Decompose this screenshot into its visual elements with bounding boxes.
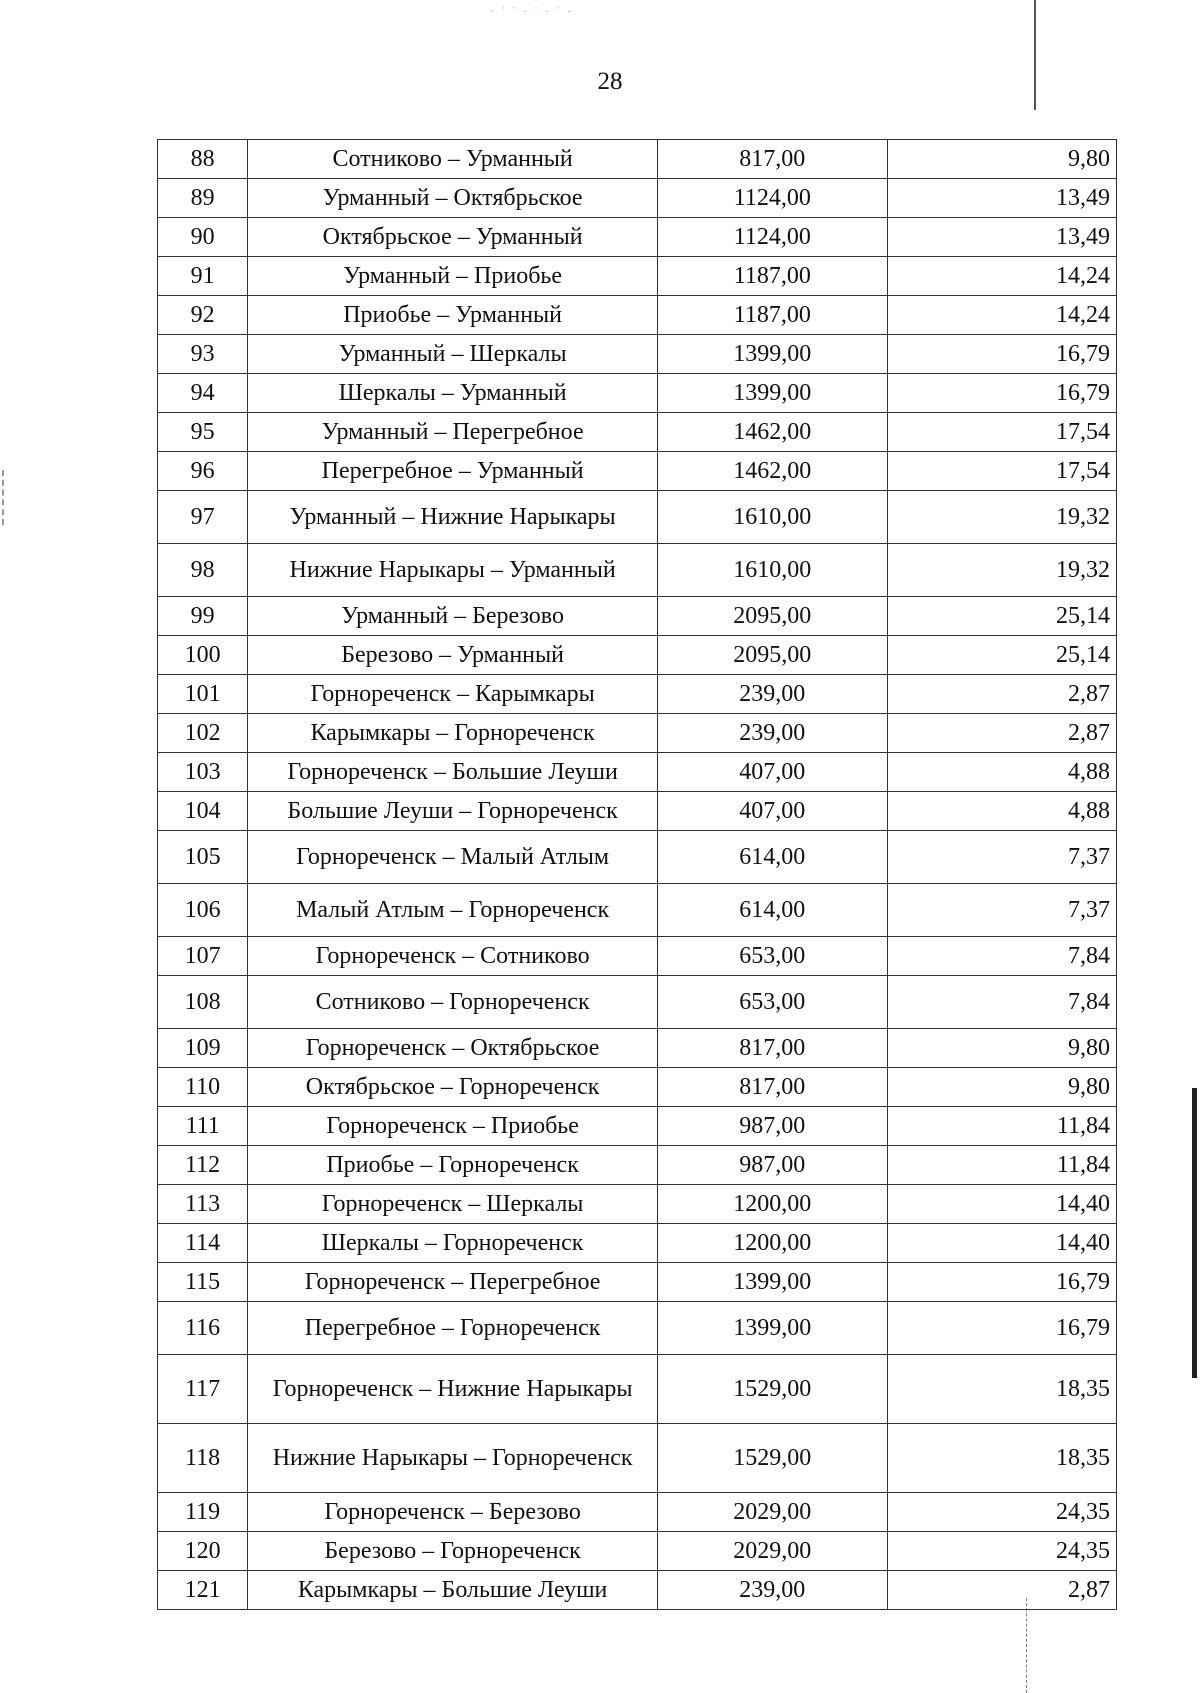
tariff-cell: 1610,00 [658,491,887,544]
rate-cell: 7,37 [887,884,1117,937]
row-number-cell: 115 [158,1263,248,1302]
tariff-cell: 653,00 [658,937,887,976]
route-cell: Карымкары – Большие Леуши [248,1571,658,1610]
scan-edge-mark-left [2,470,8,525]
rate-cell: 14,40 [887,1185,1117,1224]
route-cell: Урманный – Шеркалы [248,335,658,374]
row-number-cell: 113 [158,1185,248,1224]
rate-cell: 2,87 [887,675,1117,714]
rate-cell: 13,49 [887,218,1117,257]
row-number-cell: 104 [158,792,248,831]
table-row [158,1571,1117,1610]
route-cell: Урманный – Нижние Нарыкары [248,491,658,544]
route-cell: Горнореченск – Березово [248,1493,658,1532]
page-number: 28 [597,68,623,95]
rate-cell: 24,35 [887,1493,1117,1532]
tariff-cell: 239,00 [658,675,887,714]
rate-cell: 4,88 [887,792,1117,831]
row-number-cell: 91 [158,257,248,296]
row-number-cell: 119 [158,1493,248,1532]
table-row [158,1424,1117,1493]
tariff-cell: 817,00 [658,140,887,179]
tariff-cell: 239,00 [658,714,887,753]
table-row [158,374,1117,413]
table-row [158,1302,1117,1355]
table-row [158,714,1117,753]
rate-cell: 7,84 [887,937,1117,976]
table-row [158,1263,1117,1302]
tariff-cell: 1399,00 [658,1263,887,1302]
table-row [158,335,1117,374]
tariff-cell: 1124,00 [658,179,887,218]
route-cell: Урманный – Октябрьское [248,179,658,218]
row-number-cell: 92 [158,296,248,335]
route-cell: Шеркалы – Горнореченск [248,1224,658,1263]
tariff-cell: 1399,00 [658,335,887,374]
row-number-cell: 107 [158,937,248,976]
tariff-cell: 2095,00 [658,636,887,675]
route-cell: Нижние Нарыкары – Урманный [248,544,658,597]
row-number-cell: 89 [158,179,248,218]
table-row [158,257,1117,296]
row-number-cell: 109 [158,1029,248,1068]
rate-cell: 2,87 [887,714,1117,753]
rate-cell: 9,80 [887,1029,1117,1068]
rate-cell: 25,14 [887,636,1117,675]
tariff-cell: 1529,00 [658,1355,887,1424]
route-cell: Нижние Нарыкары – Горнореченск [248,1424,658,1493]
table-row [158,675,1117,714]
row-number-cell: 108 [158,976,248,1029]
rate-cell: 2,87 [887,1571,1117,1610]
rate-cell: 18,35 [887,1424,1117,1493]
rate-cell: 14,24 [887,296,1117,335]
row-number-cell: 120 [158,1532,248,1571]
row-number-cell: 105 [158,831,248,884]
route-cell: Приобье – Урманный [248,296,658,335]
table-row [158,452,1117,491]
tariff-cell: 1610,00 [658,544,887,597]
tariff-table [157,139,1117,1610]
row-number-cell: 100 [158,636,248,675]
route-cell: Березово – Урманный [248,636,658,675]
tariff-cell: 614,00 [658,831,887,884]
tariff-cell: 1187,00 [658,257,887,296]
tariff-cell: 407,00 [658,753,887,792]
tariff-cell: 614,00 [658,884,887,937]
rate-cell: 17,54 [887,452,1117,491]
route-cell: Горнореченск – Октябрьское [248,1029,658,1068]
table-row [158,1185,1117,1224]
row-number-cell: 97 [158,491,248,544]
table-row [158,1068,1117,1107]
route-cell: Березово – Горнореченск [248,1532,658,1571]
tariff-cell: 2029,00 [658,1493,887,1532]
rate-cell: 16,79 [887,1263,1117,1302]
table-row [158,140,1117,179]
rate-cell: 13,49 [887,179,1117,218]
rate-cell: 16,79 [887,1302,1117,1355]
tariff-cell: 1200,00 [658,1224,887,1263]
row-number-cell: 88 [158,140,248,179]
tariff-cell: 1200,00 [658,1185,887,1224]
route-cell: Горнореченск – Приобье [248,1107,658,1146]
row-number-cell: 116 [158,1302,248,1355]
tariff-cell: 1399,00 [658,374,887,413]
rate-cell: 7,84 [887,976,1117,1029]
route-cell: Урманный – Приобье [248,257,658,296]
route-cell: Горнореченск – Шеркалы [248,1185,658,1224]
rate-cell: 14,24 [887,257,1117,296]
table-row [158,636,1117,675]
table-row [158,1493,1117,1532]
table-row [158,1355,1117,1424]
rate-cell: 7,37 [887,831,1117,884]
route-cell: Приобье – Горнореченск [248,1146,658,1185]
scan-edge-line-bottom [1026,1598,1028,1693]
rate-cell: 11,84 [887,1107,1117,1146]
row-number-cell: 114 [158,1224,248,1263]
row-number-cell: 111 [158,1107,248,1146]
table-row [158,831,1117,884]
route-cell: Горнореченск – Сотниково [248,937,658,976]
route-cell: Шеркалы – Урманный [248,374,658,413]
route-cell: Урманный – Перегребное [248,413,658,452]
rate-cell: 14,40 [887,1224,1117,1263]
table-row [158,413,1117,452]
tariff-cell: 987,00 [658,1107,887,1146]
table-row [158,544,1117,597]
rate-cell: 24,35 [887,1532,1117,1571]
tariff-cell: 1187,00 [658,296,887,335]
row-number-cell: 117 [158,1355,248,1424]
row-number-cell: 103 [158,753,248,792]
rate-cell: 25,14 [887,597,1117,636]
scan-noise: · ˙ ˙ · ˙ · ˙ · [490,4,573,18]
row-number-cell: 93 [158,335,248,374]
row-number-cell: 106 [158,884,248,937]
row-number-cell: 94 [158,374,248,413]
row-number-cell: 95 [158,413,248,452]
tariff-cell: 817,00 [658,1068,887,1107]
table-row [158,1029,1117,1068]
tariff-cell: 653,00 [658,976,887,1029]
tariff-cell: 1124,00 [658,218,887,257]
route-cell: Малый Атлым – Горнореченск [248,884,658,937]
route-cell: Урманный – Березово [248,597,658,636]
table-row [158,1107,1117,1146]
table-row [158,1146,1117,1185]
rate-cell: 4,88 [887,753,1117,792]
tariff-cell: 817,00 [658,1029,887,1068]
table-row [158,296,1117,335]
route-cell: Горнореченск – Карымкары [248,675,658,714]
route-cell: Перегребное – Урманный [248,452,658,491]
table-row [158,1532,1117,1571]
route-cell: Октябрьское – Урманный [248,218,658,257]
rate-cell: 9,80 [887,1068,1117,1107]
table-row [158,218,1117,257]
tariff-cell: 1529,00 [658,1424,887,1493]
table-row [158,976,1117,1029]
rate-cell: 18,35 [887,1355,1117,1424]
row-number-cell: 102 [158,714,248,753]
rate-cell: 19,32 [887,544,1117,597]
table-row [158,597,1117,636]
table-row [158,792,1117,831]
table-row [158,884,1117,937]
tariff-cell: 1462,00 [658,413,887,452]
row-number-cell: 99 [158,597,248,636]
row-number-cell: 96 [158,452,248,491]
row-number-cell: 98 [158,544,248,597]
route-cell: Горнореченск – Большие Леуши [248,753,658,792]
rate-cell: 9,80 [887,140,1117,179]
rate-cell: 16,79 [887,335,1117,374]
route-cell: Горнореченск – Нижние Нарыкары [248,1355,658,1424]
row-number-cell: 110 [158,1068,248,1107]
table-row [158,491,1117,544]
rate-cell: 19,32 [887,491,1117,544]
route-cell: Сотниково – Урманный [248,140,658,179]
tariff-cell: 239,00 [658,1571,887,1610]
row-number-cell: 112 [158,1146,248,1185]
tariff-cell: 1462,00 [658,452,887,491]
table-row [158,753,1117,792]
tariff-cell: 987,00 [658,1146,887,1185]
tariff-cell: 2095,00 [658,597,887,636]
tariff-cell: 407,00 [658,792,887,831]
row-number-cell: 101 [158,675,248,714]
route-cell: Горнореченск – Перегребное [248,1263,658,1302]
route-cell: Октябрьское – Горнореченск [248,1068,658,1107]
route-cell: Большие Леуши – Горнореченск [248,792,658,831]
route-cell: Перегребное – Горнореченск [248,1302,658,1355]
tariff-cell: 2029,00 [658,1532,887,1571]
row-number-cell: 118 [158,1424,248,1493]
route-cell: Горнореченск – Малый Атлым [248,831,658,884]
rate-cell: 11,84 [887,1146,1117,1185]
route-cell: Карымкары – Горнореченск [248,714,658,753]
table-row [158,1224,1117,1263]
rate-cell: 17,54 [887,413,1117,452]
row-number-cell: 90 [158,218,248,257]
scan-edge-bar-right [1192,1088,1197,1378]
tariff-cell: 1399,00 [658,1302,887,1355]
table-row [158,179,1117,218]
row-number-cell: 121 [158,1571,248,1610]
route-cell: Сотниково – Горнореченск [248,976,658,1029]
table-row [158,937,1117,976]
rate-cell: 16,79 [887,374,1117,413]
